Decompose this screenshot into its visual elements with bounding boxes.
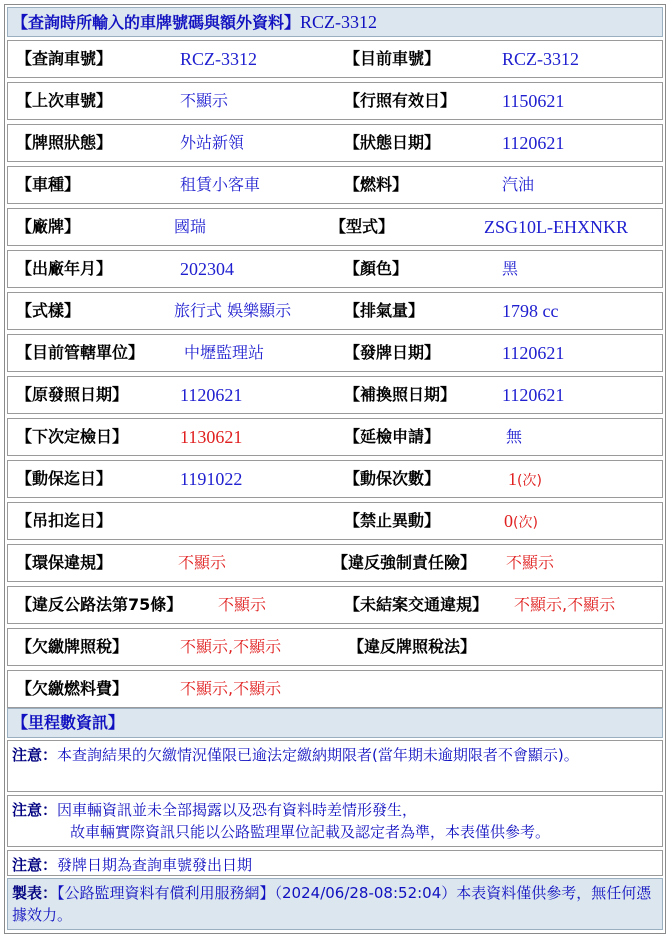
value-unresolved-traffic-violation: 不顯示,不顯示 — [514, 595, 616, 614]
info-row — [7, 628, 663, 666]
info-row — [7, 586, 663, 624]
info-row — [7, 124, 663, 162]
note-line-1: 因車輛資訊並未全部揭露以及恐有資料時差情形發生， — [57, 801, 418, 819]
info-row — [7, 208, 663, 246]
note-tag: 注意： — [12, 746, 58, 764]
info-row — [7, 292, 663, 330]
value-original-issue-date: 1120621 — [180, 385, 243, 405]
info-row — [7, 418, 663, 456]
value-lien-count: 1(次) — [508, 469, 542, 489]
header-title: 【查詢時所輸入的車牌號碼與額外資料】 — [12, 13, 301, 32]
value-issue-date: 1120621 — [502, 343, 565, 363]
label-manufacture-date: 【出廠年月】 — [16, 259, 113, 278]
info-row — [7, 460, 663, 498]
label-displacement: 【排氣量】 — [344, 301, 425, 320]
label-unresolved-traffic-violation: 【未結案交通違規】 — [344, 595, 489, 614]
note-line-2: 故車輛實際資訊只能以公路監理單位記載及認定者為準，本表僅供參考。 — [70, 823, 551, 841]
value-brand: 國瑞 — [174, 217, 207, 236]
label-previous-plate: 【上次車號】 — [16, 91, 113, 110]
value-license-valid-date: 1150621 — [502, 91, 565, 111]
label-brand: 【廠牌】 — [16, 217, 81, 236]
label-lien-end-date: 【動保迄日】 — [16, 469, 113, 488]
info-row — [7, 376, 663, 414]
note-tag: 注意： — [12, 801, 58, 819]
label-issue-date: 【發牌日期】 — [344, 343, 441, 362]
info-row — [7, 334, 663, 372]
label-license-valid-date: 【行照有效日】 — [344, 91, 457, 110]
note-disclaimer — [7, 795, 663, 847]
value-fuel: 汽油 — [502, 175, 535, 194]
value-style: 旅行式 娛樂顯示 — [174, 301, 292, 320]
note-tag: 注意： — [12, 856, 58, 874]
mileage-section-title: 【里程數資訊】 — [7, 708, 663, 738]
label-inspection-extension: 【延檢申請】 — [344, 427, 441, 446]
value-vehicle-type: 租賃小客車 — [180, 175, 261, 194]
label-original-issue-date: 【原發照日期】 — [16, 385, 129, 404]
value-manufacture-date: 202304 — [180, 259, 234, 279]
label-environmental-violation: 【環保違規】 — [16, 553, 113, 572]
label-highway-act-violation: 【違反公路法第75條】 — [16, 595, 183, 614]
value-unpaid-license-tax: 不顯示,不顯示 — [180, 637, 282, 656]
value-transfer-ban: 0(次) — [504, 511, 538, 531]
value-plate-status: 外站新領 — [180, 133, 245, 152]
label-unpaid-fuel-fee: 【欠繳燃料費】 — [16, 679, 129, 698]
value-compulsory-insurance-violation: 不顯示 — [506, 553, 555, 572]
value-environmental-violation: 不顯示 — [178, 553, 227, 572]
footer-text: 【公路監理資料有償利用服務網】（2024/06/28-08:52:04）本表資料僅供參考，無任何憑據效力。 — [12, 884, 652, 924]
label-next-inspection: 【下次定檢日】 — [16, 427, 129, 446]
value-previous-plate: 不顯示 — [180, 91, 229, 110]
info-row — [7, 82, 663, 120]
info-row — [7, 544, 663, 582]
label-jurisdiction: 【目前管轄單位】 — [16, 343, 145, 362]
value-lien-end-date: 1191022 — [180, 469, 243, 489]
footer-tag: 製表： — [12, 884, 58, 902]
value-replacement-date: 1120621 — [502, 385, 565, 405]
note-overdue — [7, 740, 663, 792]
info-row — [7, 166, 663, 204]
label-query-plate: 【查詢車號】 — [16, 49, 113, 68]
info-row — [7, 250, 663, 288]
value-jurisdiction: 中壢監理站 — [184, 343, 265, 362]
label-color: 【顏色】 — [344, 259, 409, 278]
value-displacement: 1798 cc — [502, 301, 559, 321]
value-query-plate: RCZ-3312 — [180, 49, 258, 69]
note-issue-date — [7, 850, 663, 876]
value-model: ZSG10L-EHXNKR — [484, 217, 628, 237]
info-row — [7, 502, 663, 540]
info-row — [7, 40, 663, 78]
label-vehicle-type: 【車種】 — [16, 175, 81, 194]
info-row — [7, 670, 663, 708]
value-status-date: 1120621 — [502, 133, 565, 153]
report-header — [7, 7, 663, 37]
label-style: 【式樣】 — [16, 301, 81, 320]
value-current-plate: RCZ-3312 — [502, 49, 580, 69]
note-text: 發牌日期為查詢車號發出日期 — [57, 856, 253, 874]
report-footer — [7, 878, 663, 930]
value-highway-act-violation: 不顯示 — [218, 595, 267, 614]
label-compulsory-insurance-violation: 【違反強制責任險】 — [332, 553, 477, 572]
label-license-tax-violation: 【違反牌照稅法】 — [348, 637, 477, 656]
label-suspension-end-date: 【吊扣迄日】 — [16, 511, 113, 530]
value-unpaid-fuel-fee: 不顯示,不顯示 — [180, 679, 282, 698]
label-current-plate: 【目前車號】 — [344, 49, 441, 68]
value-next-inspection: 1130621 — [180, 427, 243, 447]
label-unpaid-license-tax: 【欠繳牌照稅】 — [16, 637, 129, 656]
label-fuel: 【燃料】 — [344, 175, 409, 194]
label-transfer-ban: 【禁止異動】 — [344, 511, 441, 530]
value-inspection-extension: 無 — [506, 427, 523, 446]
note-text: 本查詢結果的欠繳情況僅限已逾法定繳納期限者(當年期未逾期限者不會顯示)。 — [57, 746, 579, 764]
header-plate: RCZ-3312 — [300, 12, 378, 32]
label-model: 【型式】 — [330, 217, 395, 236]
label-plate-status: 【牌照狀態】 — [16, 133, 113, 152]
value-color: 黑 — [502, 259, 519, 278]
label-status-date: 【狀態日期】 — [344, 133, 441, 152]
label-lien-count: 【動保次數】 — [344, 469, 441, 488]
label-replacement-date: 【補換照日期】 — [344, 385, 457, 404]
